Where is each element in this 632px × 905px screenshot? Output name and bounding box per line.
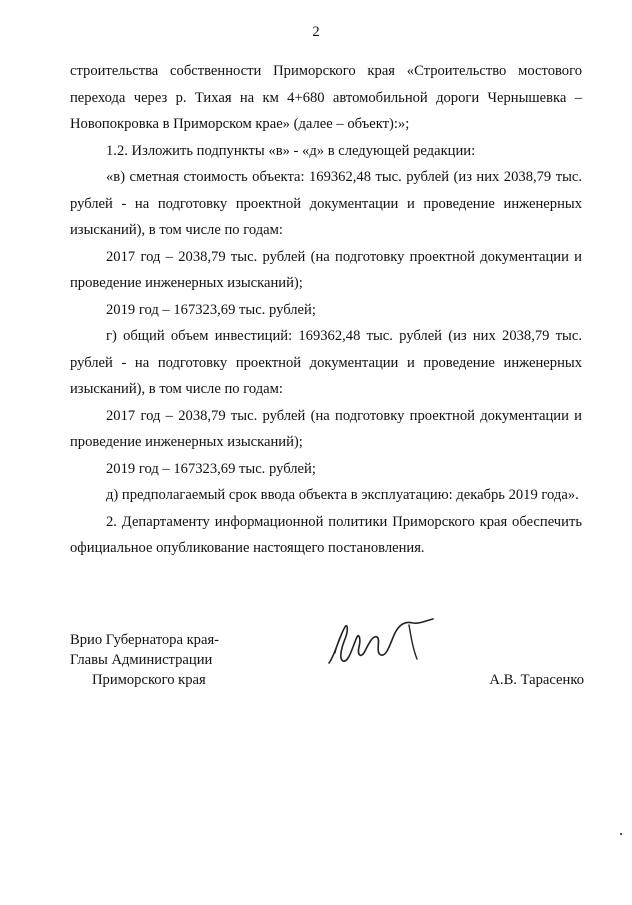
signatory-position-line-3: Приморского края <box>92 672 206 688</box>
paragraph-2017-cost: 2017 год – 2038,79 тыс. рублей (на подготовку проектной документации и проведение инженерных изысканий); <box>70 248 582 291</box>
paragraph-subitem-g: г) общий объем инвестиций: 169362,48 тыс. рублей (из них 2038,79 тыс. рублей - на подготовку проектной документации и проведение инженерных изысканий), в том числе по годам: <box>70 328 582 397</box>
handwritten-signature <box>325 615 445 675</box>
paragraph-2-publication: 2. Департаменту информационной политики Приморского края обеспечить официальное опубликование настоящего постановления. <box>70 513 582 556</box>
signatory-position-line-1: Врио Губернатора края- <box>70 632 220 648</box>
paragraph-subitem-d: д) предполагаемый срок ввода объекта в эксплуатацию: декабрь 2019 года». <box>106 487 579 503</box>
document-body <box>70 58 582 562</box>
page-number: 2 <box>312 24 320 40</box>
paragraph-2017-investment: 2017 год – 2038,79 тыс. рублей (на подготовку проектной документации и проведение инженерных изысканий); <box>70 407 582 450</box>
paragraph-subitem-v: «в) сметная стоимость объекта: 169362,48 тыс. рублей (из них 2038,79 тыс. рублей - на подготовку проектной документации и проведение инженерных изысканий), в том числе по годам: <box>70 169 582 238</box>
signatory-name: А.В. Тарасенко <box>489 672 584 688</box>
paragraph-1-2: 1.2. Изложить подпункты «в» - «д» в следующей редакции: <box>106 142 476 159</box>
scan-mark <box>620 833 622 835</box>
paragraph-2019-cost: 2019 год – 167323,69 тыс. рублей; <box>106 301 316 318</box>
signatory-position-line-2: Главы Администрации <box>70 652 213 668</box>
paragraph-2019-investment: 2019 год – 167323,69 тыс. рублей; <box>106 460 316 477</box>
paragraph-continuation: строительства собственности Приморского края «Строительство мостового перехода через р. Тихая на км 4+680 автомобильной дороги Чернышевка – Новопокровка в Приморском крае» (далее – объект):»; <box>70 63 582 132</box>
signatory-position <box>70 630 219 690</box>
